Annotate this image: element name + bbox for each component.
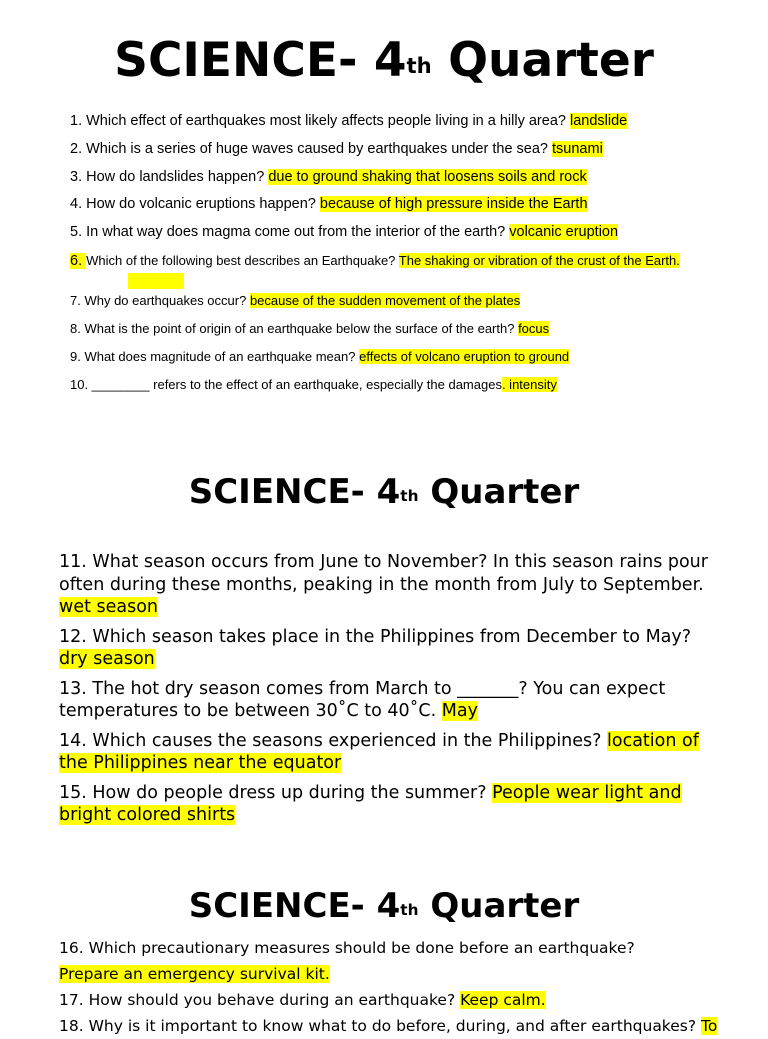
- answer-4: because of high pressure inside the Earth: [319, 196, 588, 212]
- question-5: 5. In what way does magma come out from the interior of the earth? volcanic eruption: [70, 224, 619, 240]
- question-4: 4. How do volcanic eruptions happen? because of high pressure inside the Earth: [70, 196, 588, 212]
- answer-16: Prepare an emergency survival kit.: [59, 965, 330, 983]
- answer-17: Keep calm.: [460, 991, 546, 1009]
- question-7: 7. Why do earthquakes occur? because of the sudden movement of the plates: [70, 293, 521, 308]
- question-18: 18. Why is it important to know what to do before, during, and after earthquakes? To: [59, 1017, 718, 1035]
- section-2-title: SCIENCE- 4th Quarter: [188, 472, 580, 512]
- answer-11: wet season: [59, 597, 159, 617]
- section-3-questions: [59, 935, 739, 1039]
- question-2: 2. Which is a series of huge waves caused by earthquakes under the sea? tsunami: [70, 141, 603, 157]
- answer-15: People wear light and bright colored shirts: [59, 782, 682, 825]
- answer-9: effects of volcano eruption to ground: [359, 349, 570, 364]
- question-6-number: 6.: [70, 253, 87, 269]
- question-16: 16. Which precautionary measures should be done before an earthquake?: [59, 939, 635, 957]
- answer-7: because of the sudden movement of the plates: [249, 293, 521, 308]
- answer-5: volcanic eruption: [509, 224, 619, 240]
- answer-16-line: [59, 961, 739, 987]
- answer-1: landslide: [569, 113, 628, 129]
- question-9: 9. What does magnitude of an earthquake mean? effects of volcano eruption to ground: [70, 349, 570, 364]
- section-2-questions: [59, 551, 719, 834]
- section-3-title: SCIENCE- 4th Quarter: [188, 886, 580, 926]
- question-12: 12. Which season takes place in the Philippines from December to May? dry season: [59, 626, 692, 669]
- question-17: 17. How should you behave during an earthquake? Keep calm.: [59, 991, 546, 1009]
- question-10: 10. ________ refers to the effect of an earthquake, especially the damages. intensity: [70, 377, 557, 392]
- answer-2: tsunami: [552, 141, 603, 157]
- answer-8: focus: [518, 321, 550, 336]
- answer-6: The shaking or vibration of the crust of the Earth.: [398, 253, 680, 268]
- question-13: 13. The hot dry season comes from March to _______? You can expect temperatures to be between 30˚C to 40˚C. May: [59, 678, 666, 721]
- answer-3: due to ground shaking that loosens soils and rock: [268, 169, 587, 185]
- question-8: 8. What is the point of origin of an earthquake below the surface of the earth? focus: [70, 321, 550, 336]
- answer-14: location of the Philippines near the equator: [59, 730, 699, 773]
- answer-10: . intensity: [501, 377, 557, 392]
- question-11: 11. What season occurs from June to November? In this season rains pour often during these months, peaking in the month from July to September. wet season: [59, 552, 708, 617]
- question-14: 14. Which causes the seasons experienced in the Philippines? location of the Philippines near the equator: [59, 730, 699, 773]
- question-15: 15. How do people dress up during the summer? People wear light and bright colored shirts: [59, 782, 682, 825]
- question-1: 1. Which effect of earthquakes most likely affects people living in a hilly area? landslide: [70, 113, 628, 129]
- question-6: 6. Which of the following best describes an Earthquake? The shaking or vibration of the crust of the Earth.: [70, 253, 680, 269]
- answer-12: dry season: [59, 649, 155, 669]
- answer-13: May: [441, 701, 478, 721]
- question-3: 3. How do landslides happen? due to ground shaking that loosens soils and rock: [70, 169, 587, 185]
- highlight-strip: [128, 273, 184, 289]
- answer-18: To: [701, 1017, 718, 1035]
- section-1-title: SCIENCE- 4th Quarter: [114, 33, 654, 88]
